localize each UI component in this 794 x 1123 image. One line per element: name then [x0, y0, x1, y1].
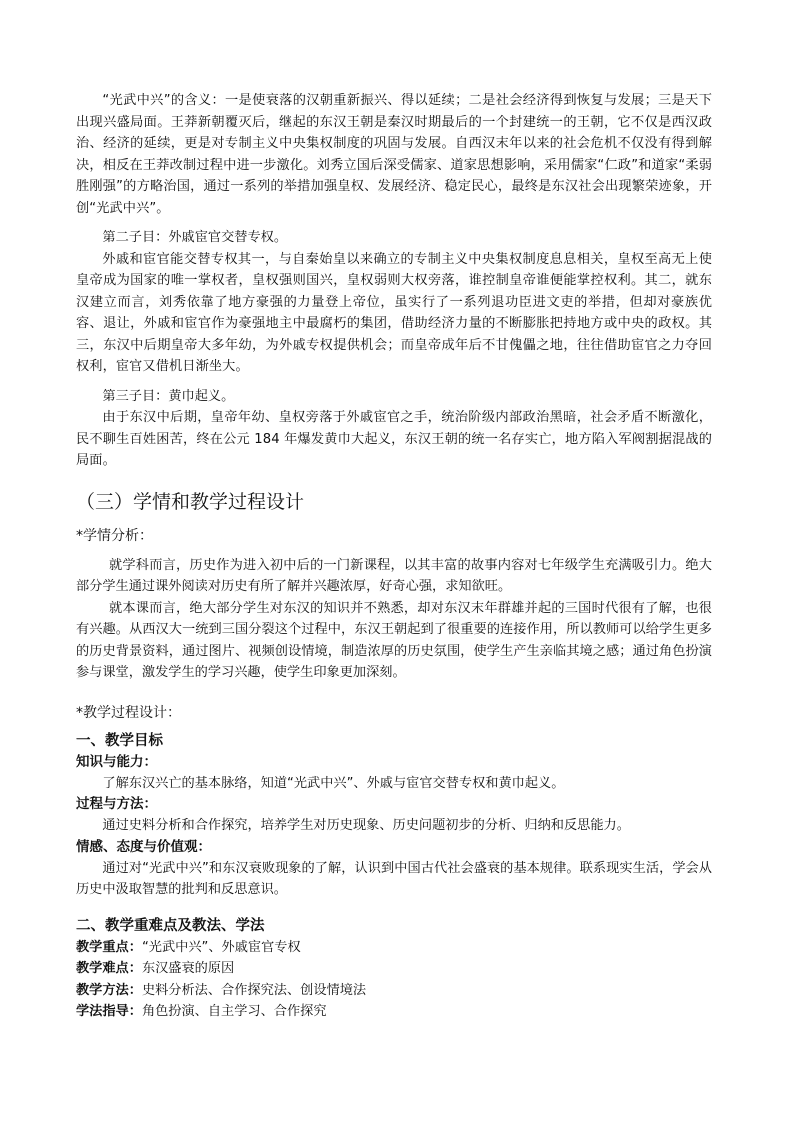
teaching-focus-line: [76, 937, 712, 959]
knowledge-ability-text: 了解东汉兴亡的基本脉络，知道“光武中兴”、外戚与宦官交替专权和黄巾起义。: [102, 775, 565, 791]
study-guide-label: 学法指导：: [76, 1004, 142, 1019]
teaching-method-label: 教学方法：: [76, 982, 142, 998]
document-page: [76, 90, 712, 1023]
teaching-goals-heading: 一、教学目标: [76, 732, 163, 749]
teaching-focus-text: “光武中兴”、外戚宦官专权: [141, 939, 301, 955]
process-method-heading: 过程与方法：: [76, 796, 157, 812]
study-guide-line: [76, 1001, 712, 1023]
teaching-method-line: [76, 980, 712, 1002]
paragraph-waiqi-huanguan: 外戚和宦官能交替专权其一，与自秦始皇以来确立的专制主义中央集权制度息息相关，皇权至高无上使皇帝成为国家的唯一掌权者，皇权强则国兴，皇权弱则大权旁落，谁控制皇帝谁便能掌控权利。其二，就东汉建立而言，刘秀依靠了地方豪强的力量登上帝位，虽实行了一系列退功臣进文吏的举措，但却对豪族优容、退让，外戚和宦官作为豪强地主中最腐朽的集团，借助经济力量的不断膨胀把持地方或中央的政权。其三，东汉中后期皇帝大多年幼，为外戚专权提供机会；而皇帝成年后不甘傀儡之地，往往借助宦官之力夺回权利，宦官又借机日渐坐大。: [76, 251, 712, 374]
study-guide-text: 角色扮演、自主学习、合作探究: [141, 1004, 327, 1019]
student-analysis-paragraph-2: 就本课而言，绝大部分学生对东汉的知识并不熟悉，却对东汉末年群雄并起的三国时代很有了解，也很有兴趣。从西汉大一统到三国分裂这个过程中，东汉王朝起到了很重要的连接作用，所以教师可以给学生更多的历史背景资料，通过图片、视频创设情境，制造浓厚的历史氛围，使学生产生亲临其境之感；通过角色扮演参与课堂，激发学生的学习兴趣，使学生印象更加深刻。: [76, 600, 712, 680]
teaching-difficulty-label: 教学难点：: [76, 961, 142, 976]
paragraph-yellow-turban: 由于东汉中后期，皇帝年幼、皇权旁落于外戚宦官之手，统治阶级内部政治黑暗，社会矛盾不断激化，民不聊生百姓困苦，终在公元 184 年爆发黄巾大起义，东汉王朝的统一名存实亡，地方陷入军阀割据混战的局面。: [76, 410, 712, 468]
process-method-text: 通过史料分析和合作探究，培养学生对历史现象、历史问题初步的分析、归纳和反思能力。: [102, 818, 630, 833]
section-heading-three: （三）学情和教学过程设计: [76, 490, 305, 513]
key-points-heading: 二、教学重难点及教法、学法: [76, 917, 265, 934]
emotion-value-heading: 情感、态度与价值观：: [76, 838, 211, 855]
emotion-value-text: 通过对“光武中兴”和东汉衰败现象的了解，认识到中国古代社会盛衰的基本规律。联系现实生活，学会从历史中汲取智慧的批判和反思意识。: [76, 860, 712, 897]
teaching-focus-label: 教学重点：: [76, 939, 142, 955]
student-analysis-label: *学情分析：: [76, 527, 153, 544]
paragraph-guangwu-meaning: “光武中兴”的含义：一是使衰落的汉朝重新振兴、得以延续；二是社会经济得到恢复与发展；三是天下出现兴盛局面。王莽新朝覆灭后，继起的东汉王朝是秦汉时期最后的一个封建统一的王朝，它不仅是西汉政治、经济的延续，更是对专制主义中央集权制度的巩固与发展。自西汉末年以来的社会危机不仅没有得到解决，相反在王莽改制过程中进一步激化。刘秀立国后深受儒家、道家思想影响，采用儒家“仁政”和道家“柔弱胜刚强”的方略治国，通过一系列的举措加强皇权、发展经济、稳定民心，最终是东汉社会出现繁荣迹象，开创“光武中兴”。: [76, 93, 712, 216]
subtopic-two-heading: 第二子目：外戚宦官交替专权。: [102, 230, 288, 245]
student-analysis-paragraph-1: 就学科而言，历史作为进入初中后的一门新课程，以其丰富的故事内容对七年级学生充满吸引力。绝大部分学生通过课外阅读对历史有所了解并兴趣浓厚，好奇心强，求知欲旺。: [76, 557, 712, 594]
teaching-difficulty-text: 东汉盛衰的原因: [141, 961, 235, 976]
teaching-method-text: 史料分析法、合作探究法、创设情境法: [141, 982, 367, 998]
teaching-process-label: *教学过程设计：: [76, 704, 181, 721]
subtopic-three-heading: 第三子目：黄巾起义。: [102, 388, 235, 404]
teaching-difficulty-line: [76, 958, 712, 980]
knowledge-ability-heading: 知识与能力：: [76, 753, 157, 770]
